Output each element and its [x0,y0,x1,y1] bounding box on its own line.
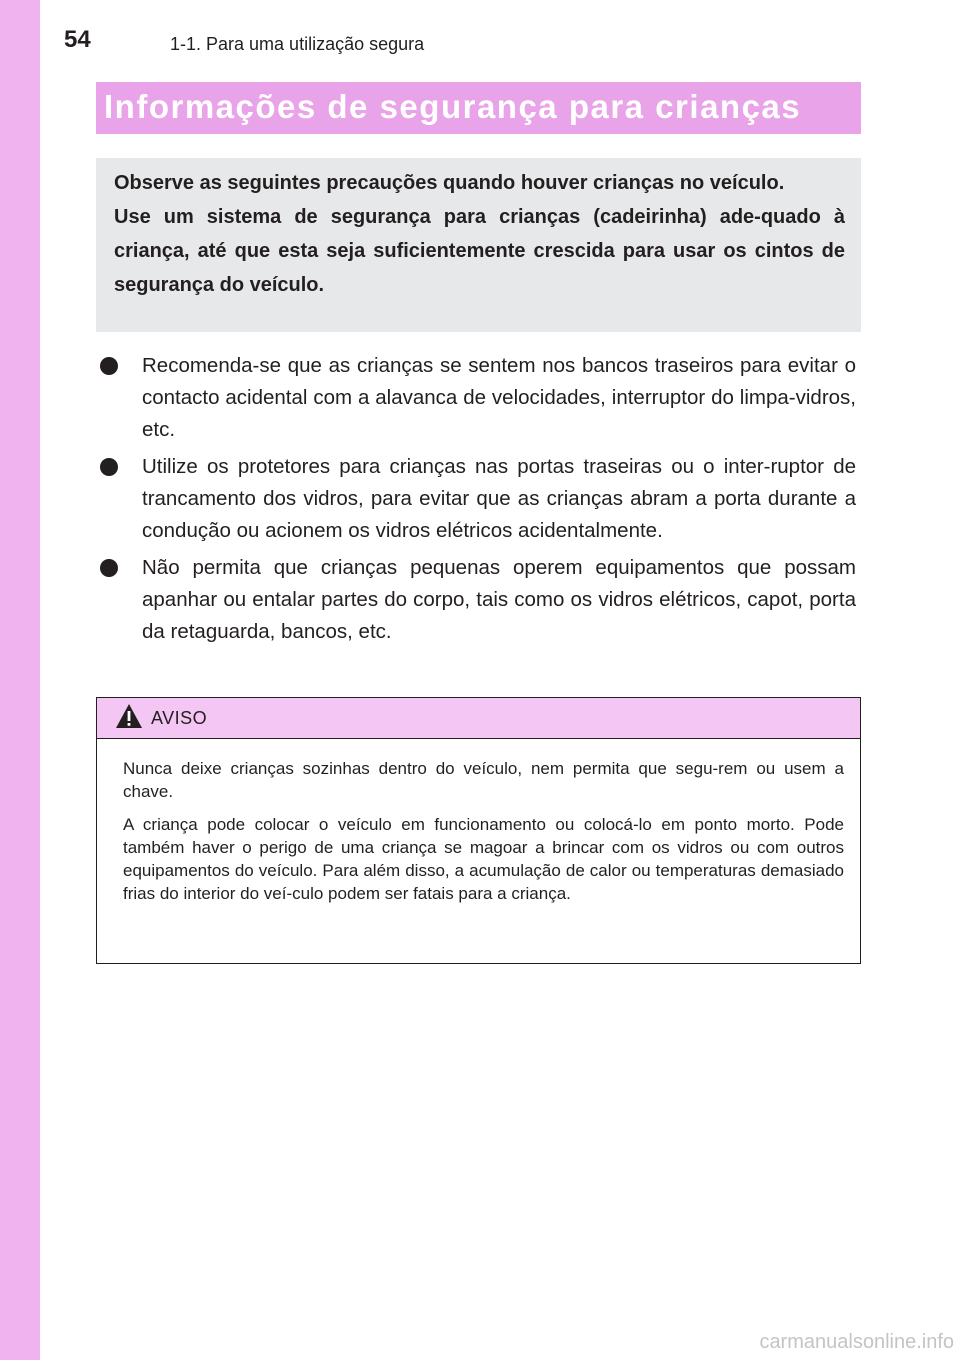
bullet-list [96,350,856,653]
section-title-bar [96,82,861,134]
running-head: 1-1. Para uma utilização segura [170,34,425,54]
list-item-text: Não permita que crianças pequenas operem equipamentos que possam apanhar ou entalar partes do corpo, tais como os vidros elétricos, capot, porta da retaguarda, bancos, etc. [142,556,856,643]
list-item-text: Utilize os protetores para crianças nas portas traseiras ou o inter-ruptor de trancamento dos vidros, para evitar que as crianças abram a porta durante a condução ou acionem os vidros elétricos acidentalmente. [142,455,856,542]
watermark: carmanualsonline.info [759,1331,954,1353]
warning-box [96,697,861,964]
list-item [96,552,856,648]
warning-body [97,739,860,905]
warning-paragraph-1: Nunca deixe crianças sozinhas dentro do veículo, nem permita que segu-rem ou usem a chave. [123,759,844,801]
intro-paragraph-1: Observe as seguintes precauções quando houver crianças no veículo. [114,172,785,194]
warning-paragraph-2: A criança pode colocar o veículo em funcionamento ou colocá-lo em ponto morto. Pode também haver o perigo de uma criança se magoar a brincar com os vidros ou com outros equipamentos do veículo. Para além disso, a acumulação de calor ou temperaturas demasiado frias do interior do veí-culo podem ser fatais para a criança. [123,815,844,903]
warning-header [97,698,860,739]
list-item [96,451,856,547]
side-tab-strip [0,0,40,1360]
intro-paragraph-2: Use um sistema de segurança para crianças (cadeirinha) ade-quado à criança, até que esta seja suficientemente crescida para usar os cintos de segurança do veículo. [114,206,845,296]
section-title: Informações de segurança para crianças [104,88,802,125]
bullet-icon [100,458,118,476]
bullet-icon [100,559,118,577]
list-item-text: Recomenda-se que as crianças se sentem nos bancos traseiros para evitar o contacto acidental com a alavanca de velocidades, interruptor do limpa-vidros, etc. [142,354,856,441]
warning-label: AVISO [151,708,208,728]
warning-triangle-icon [115,703,143,729]
intro-box [96,158,861,332]
page-number: 54 [64,26,91,53]
bullet-icon [100,357,118,375]
list-item [96,350,856,446]
